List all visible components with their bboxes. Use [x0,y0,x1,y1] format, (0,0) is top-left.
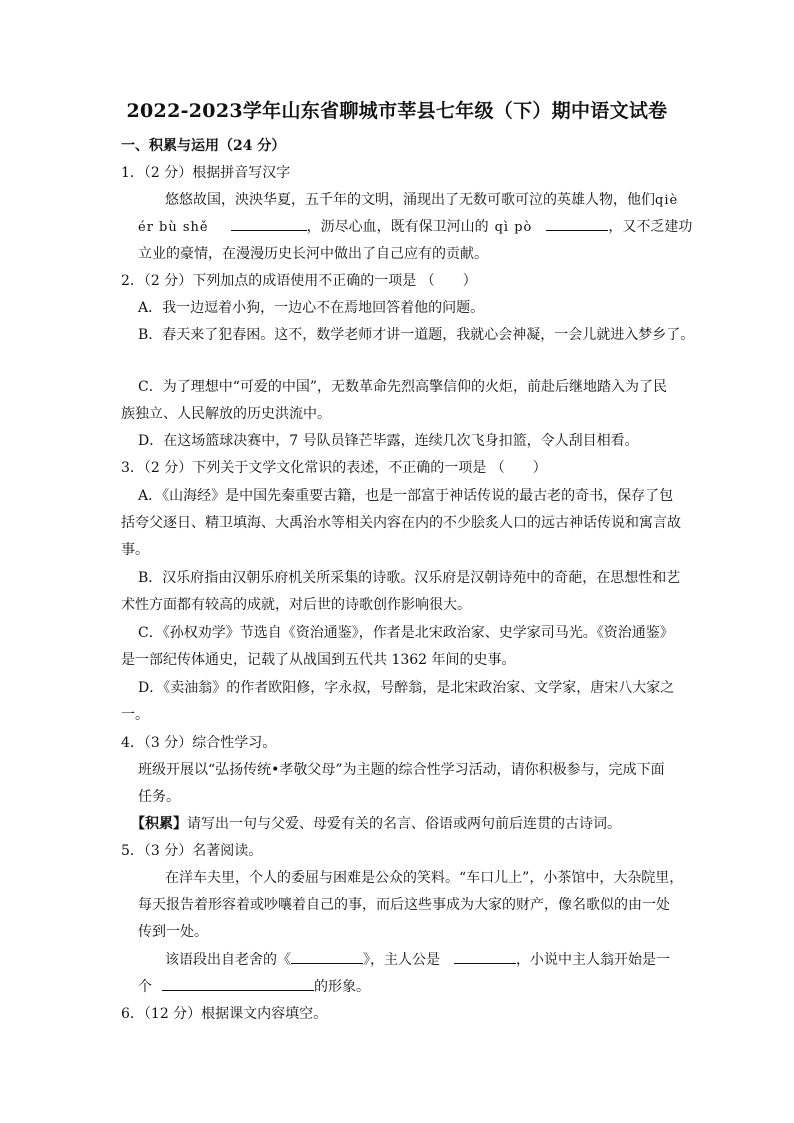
question-4-text: 班级开展以“弘扬传统•孝敬父母”为主题的综合性学习活动，请你积极参与，完成下面 [138,762,665,778]
question-3-heading: 3．（2 分）下列关于文学文化常识的表述，不正确的一项是 （ ） [121,460,547,476]
question-1-text: 悠悠故国，泱泱华夏，五千年的文明，涌现出了无数可歌可泣的英雄人物，他们 [165,192,655,208]
question-5-text: ，小说中主人翁开始是一 [516,952,670,968]
question-2-option-d: D．在这场篮球决赛中，7 号队员锋芒毕露，连续几次飞身扣篮，令人刮目相看。 [138,433,639,449]
question-5-passage: 在洋车夫里，个人的委屈与困难是公众的笑料。“车口儿上”，小茶馆中，大杂院里， [165,870,684,886]
section-heading: 一、积累与运用（24 分） [121,138,286,154]
question-3-option-c-cont: 是一部纪传体通史，记载了从战国到五代共 1362 年间的史事。 [121,652,516,668]
question-3-option-d: D．《卖油翁》的作者欧阳修，字永叔，号醉翁，是北宋政治家、文学家，唐宋八大家之 [138,680,675,696]
question-3-option-a-cont: 括夸父逐日、精卫填海、大禹治水等相关内容在内的不少脍炙人口的远古神话传说和寓言故 [121,515,681,531]
question-5-text: 的形象。 [314,979,370,995]
question-3-option-d-cont: 一。 [121,707,149,723]
answer-blank-image[interactable] [162,978,314,991]
question-3-option-b: B．汉乐府指由汉朝乐府机关所采集的诗歌。汉乐府是汉朝诗苑中的奇葩，在思想性和艺 [138,570,681,586]
question-4-heading: 4．（3 分）综合性学习。 [121,735,277,751]
question-3-option-a: A．《山海经》是中国先秦重要古籍，也是一部富于神话传说的最古老的奇书，保存了包 [138,488,674,504]
pinyin-qi-po: qì pò [494,220,533,235]
question-1-paragraph-line-1 [165,191,678,210]
question-5-passage: 传到一处。 [138,924,208,940]
question-1-paragraph-line-2 [138,218,692,237]
question-2-option-c: C．为了理想中“可爱的中国”，无数革命先烈高擎信仰的火炬，前赴后继地踏入为了民 [138,379,668,395]
question-1-heading: 1．（2 分）根据拼音写汉字 [121,165,291,181]
task-tag: 【积累】 [131,816,187,832]
answer-blank-protagonist[interactable] [454,951,516,964]
question-1-text: ，沥尽心血，既有保卫河山的 [306,219,489,235]
question-2-option-b: B．春天来了犯春困。这不，数学老师才讲一道题，我就心会神凝，一会儿就进入梦乡了。 [138,327,695,343]
question-5-passage: 每天报告着形容着或吵嚷着自己的事，而后这些事成为大家的财产，像名歌似的由一处 [138,897,670,913]
question-5-heading: 5．（3 分）名著阅读。 [121,843,263,859]
question-3-option-c: C．《孙权劝学》节选自《资治通鉴》，作者是北宋政治家、史学家司马光。《资治通鉴》 [138,625,674,641]
page-title: 2022-2023学年山东省聊城市莘县七年级（下）期中语文试卷 [126,100,668,122]
question-1-paragraph-line-3: 立业的豪情，在漫漫历史长河中做出了自己应有的贡献。 [138,246,488,262]
answer-blank-2[interactable] [546,218,608,231]
question-5-text: 个 [138,979,152,995]
question-1-text: ，又不乏建功 [608,219,693,235]
question-3-option-a-cont: 事。 [121,542,149,558]
question-5-text: 该语段出自老舍的《 [165,952,291,968]
answer-blank-1[interactable] [231,218,307,231]
question-6-heading: 6．（12 分）根据课文内容填空。 [121,1006,328,1022]
question-2-option-a: A．我一边逗着小狗，一边心不在焉地回答着他的问题。 [138,300,485,316]
question-4-text: 任务。 [138,789,180,805]
question-5-text: 》，主人公是 [363,952,440,968]
question-5-prompt [165,951,670,969]
pinyin-er-bu-she: ér bù shě [138,220,209,235]
question-2-heading: 2．（2 分）下列加点的成语使用不正确的一项是 （ ） [121,273,477,289]
question-5-prompt-cont [138,978,370,996]
question-4-task [131,815,621,833]
task-text: 请写出一句与父爱、母爱有关的名言、俗语或两句前后连贯的古诗词。 [187,816,621,832]
question-3-option-b-cont: 术性方面都有较高的成就，对后世的诗歌创作影响很大。 [121,597,471,613]
question-2-option-c-cont: 族独立、人民解放的历史洪流中。 [121,406,331,422]
answer-blank-book[interactable] [291,951,363,964]
pinyin-qie: qiè [655,193,679,208]
